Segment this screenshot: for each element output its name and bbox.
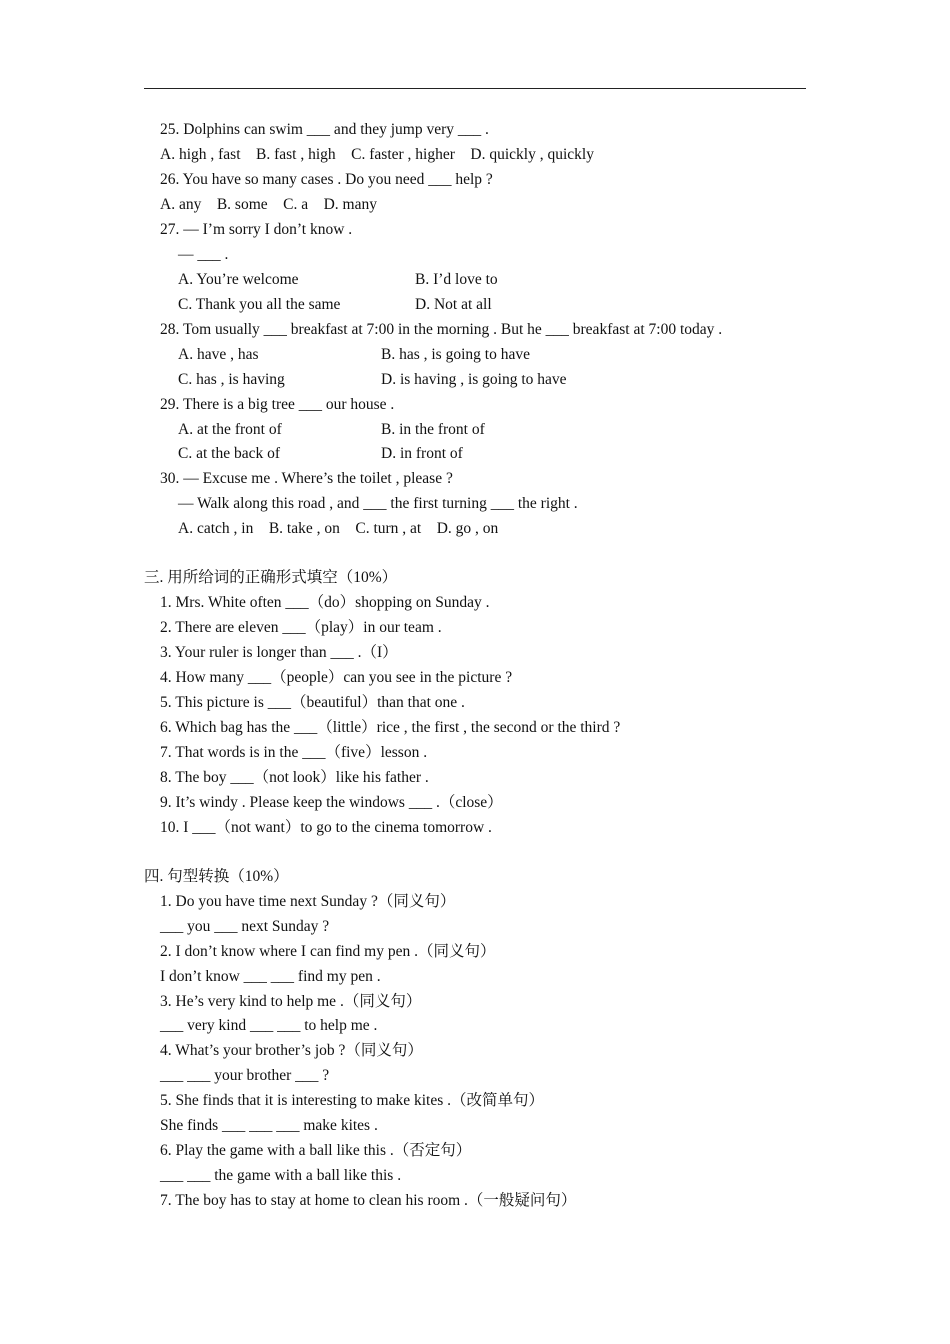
q27-option-a: A. You’re welcome [178, 271, 299, 288]
q28-stem: 28. Tom usually ___ breakfast at 7:00 in the morning . But he ___ breakfast at 7:00 today . [160, 321, 723, 338]
s4-item: 2. I don’t know where I can find my pen .（同义句） [160, 943, 496, 960]
q25-stem: 25. Dolphins can swim ___ and they jump very ___ . [160, 121, 489, 138]
s4-item: 5. She finds that it is interesting to make kites .（改简单句） [160, 1092, 545, 1109]
q27-stem: 27. — I’m sorry I don’t know . [160, 221, 353, 238]
s3-item: 4. How many ___（people）can you see in the picture ? [160, 669, 513, 686]
s4-item: 4. What’s your brother’s job ?（同义句） [160, 1042, 423, 1059]
q27-option-b: B. I’d love to [415, 271, 498, 288]
s3-item: 8. The boy ___（not look）like his father . [160, 769, 429, 786]
q29-option-d: D. in front of [381, 445, 463, 462]
s4-answer-line: ___ ___ the game with a ball like this . [160, 1167, 402, 1184]
header-rule [144, 88, 806, 89]
s3-item: 3. Your ruler is longer than ___ .（I） [160, 644, 398, 661]
s4-item: 7. The boy has to stay at home to clean his room .（一般疑问句） [160, 1192, 577, 1209]
q28-option-b: B. has , is going to have [381, 346, 530, 363]
q28-option-c: C. has , is having [178, 371, 285, 388]
q28-option-a: A. have , has [178, 346, 259, 363]
q27-option-d: D. Not at all [415, 296, 492, 313]
q30-stem: 30. — Excuse me . Where’s the toilet , please ? [160, 470, 453, 487]
s3-item: 9. It’s windy . Please keep the windows ___ .（close） [160, 794, 503, 811]
q29-option-a: A. at the front of [178, 421, 282, 438]
s4-answer-line: ___ very kind ___ ___ to help me . [160, 1017, 378, 1034]
q30-reply: — Walk along this road , and ___ the first turning ___ the right . [178, 495, 578, 512]
section-4-heading: 四. 句型转换（10%） [144, 868, 289, 885]
q29-option-c: C. at the back of [178, 445, 281, 462]
s4-item: 3. He’s very kind to help me .（同义句） [160, 993, 422, 1010]
s3-item: 2. There are eleven ___（play）in our team . [160, 619, 442, 636]
q27-option-c: C. Thank you all the same [178, 296, 341, 313]
q30-options: A. catch , in B. take , on C. turn , at D. go , on [178, 520, 499, 537]
s3-item: 6. Which bag has the ___（little）rice , the first , the second or the third ? [160, 719, 621, 736]
s3-item: 5. This picture is ___（beautiful）than that one . [160, 694, 465, 711]
s4-answer-line: I don’t know ___ ___ find my pen . [160, 968, 381, 985]
q26-stem: 26. You have so many cases . Do you need ___ help ? [160, 171, 493, 188]
s3-item: 10. I ___（not want）to go to the cinema tomorrow . [160, 819, 492, 836]
q26-options: A. any B. some C. a D. many [160, 196, 377, 213]
s3-item: 1. Mrs. White often ___（do）shopping on Sunday . [160, 594, 490, 611]
q25-options: A. high , fast B. fast , high C. faster , higher D. quickly , quickly [160, 146, 594, 163]
q27-reply: — ___ . [178, 246, 229, 263]
s4-answer-line: ___ ___ your brother ___ ? [160, 1067, 330, 1084]
s3-item: 7. That words is in the ___（five）lesson . [160, 744, 428, 761]
q28-option-d: D. is having , is going to have [381, 371, 567, 388]
q29-option-b: B. in the front of [381, 421, 485, 438]
s4-answer-line: She finds ___ ___ ___ make kites . [160, 1117, 378, 1134]
s4-answer-line: ___ you ___ next Sunday ? [160, 918, 330, 935]
s4-item: 1. Do you have time next Sunday ?（同义句） [160, 893, 456, 910]
q29-stem: 29. There is a big tree ___ our house . [160, 396, 395, 413]
s4-item: 6. Play the game with a ball like this .（否定句） [160, 1142, 472, 1159]
section-3-heading: 三. 用所给词的正确形式填空（10%） [144, 569, 398, 586]
